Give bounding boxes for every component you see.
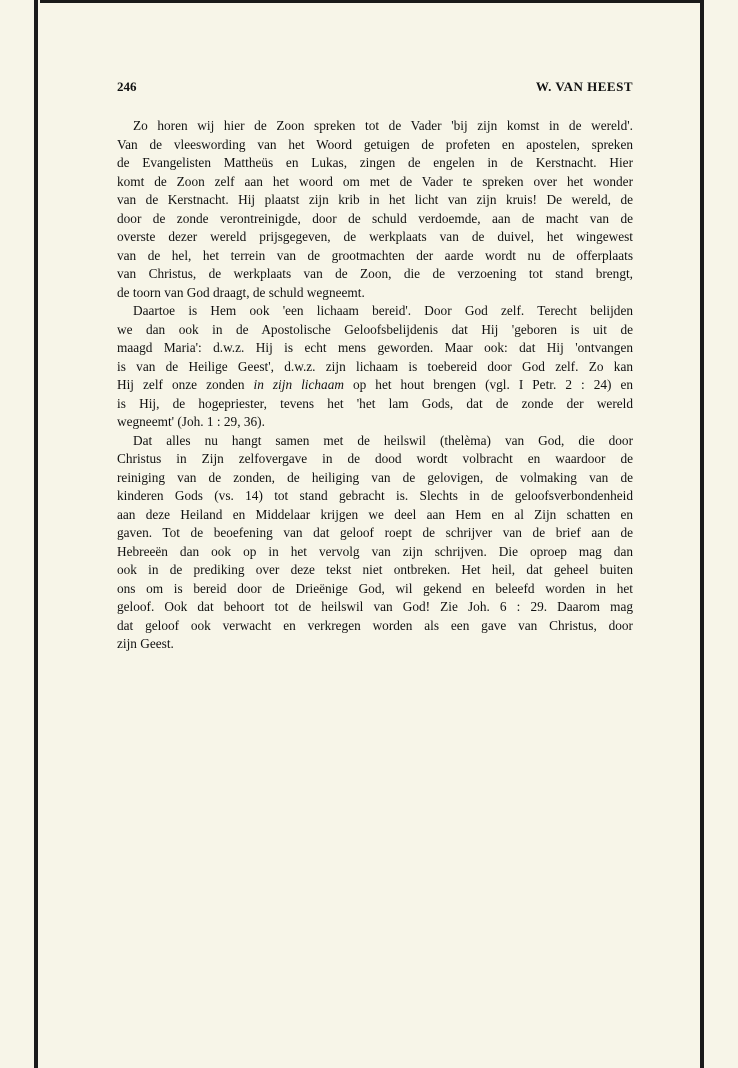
text-line: Hebreeën dan ook op in het vervolg van zijn schrijven. Die oproep mag dan (117, 543, 633, 559)
text-line: ons om is bereid door de Drieënige God, wil gekend en beleefd worden in het (117, 580, 633, 596)
text-line: is van de Heilige Geest', d.w.z. zijn lichaam is toebereid door God zelf. Zo kan (117, 358, 633, 374)
body-text (117, 117, 633, 654)
text-line: Van de vleeswording van het Woord getuigen de profeten en apostelen, spreken (117, 136, 633, 152)
text-line: dat geloof ook verwacht en verkregen worden als een gave van Christus, door (117, 617, 633, 633)
text-line: van Christus, de werkplaats van de Zoon, die de verzoening tot stand brengt, (117, 266, 633, 281)
text-line: van de hel, het terrein van de grootmachten der aarde wordt nu de offerplaats (117, 247, 633, 263)
text-line: Daartoe is Hem ook 'een lichaam bereid'. Door God zelf. Terecht belijden (133, 303, 633, 318)
italic-phrase: in zijn lichaam (253, 377, 344, 392)
text-line: van de Kerstnacht. Hij plaatst zijn krib in het licht van zijn kruis! De wereld, de (117, 192, 633, 207)
text-line: Dat alles nu hangt samen met de heilswil (thelèma) van God, die door (133, 432, 633, 448)
text-line-with-italic (117, 376, 633, 395)
text-line: wegneemt' (Joh. 1 : 29, 36). (117, 414, 265, 429)
text-line: geloof. Ook dat behoort tot de heilswil van God! Zie Joh. 6 : 29. Daarom mag (117, 599, 633, 614)
scan-border-left (34, 0, 38, 1068)
page-number: 246 (117, 79, 137, 94)
scan-border-top (40, 0, 704, 3)
text-line: reiniging van de zonden, de heiliging van de gelovigen, de volmaking van de (117, 469, 633, 485)
text-line: kinderen Gods (vs. 14) tot stand gebracht is. Slechts in de geloofsverbondenheid (117, 488, 633, 503)
running-header (117, 79, 633, 99)
text-line: overste dezer wereld prijsgegeven, de werkplaats van de duivel, het wingewest (117, 229, 633, 244)
text-line: aan deze Heiland en Middelaar krijgen we deel aan Hem en al Zijn schatten en (117, 506, 633, 522)
line-segment: op het hout brengen (vgl. I Petr. 2 : 24) en (343, 377, 633, 392)
text-line: Zo horen wij hier de Zoon spreken tot de Vader 'bij zijn komst in de wereld'. (133, 118, 633, 133)
running-head-author: W. VAN HEEST (535, 79, 633, 94)
text-line: maagd Maria': d.w.z. Hij is echt mens geworden. Maar ook: dat Hij 'ontvangen (117, 340, 633, 355)
text-line: door de zonde verontreinigde, door de schuld verdoemde, aan de macht van de (117, 210, 633, 226)
line-segment: Hij zelf onze zonden (117, 377, 254, 392)
text-line: is Hij, de hogepriester, tevens het 'het lam Gods, dat de zonde der wereld (117, 395, 633, 411)
text-line: de toorn van God draagt, de schuld wegneemt. (117, 284, 365, 300)
text-line: Christus in Zijn zelfovergave in de dood wordt volbracht en waardoor de (117, 451, 633, 466)
text-line: de Evangelisten Mattheüs en Lukas, zingen de engelen in de Kerstnacht. Hier (117, 155, 633, 170)
text-line: ook in de prediking over deze tekst niet ontbreken. Het heil, dat geheel buiten (117, 562, 633, 577)
text-line: komt de Zoon zelf aan het woord om met de Vader te spreken over het wonder (117, 173, 633, 189)
text-line: gaven. Tot de beoefening van dat geloof roept de schrijver van de brief aan de (117, 525, 633, 540)
text-line: we dan ook in de Apostolische Geloofsbelijdenis dat Hij 'geboren is uit de (117, 321, 633, 337)
scan-border-right (700, 0, 704, 1068)
text-line: zijn Geest. (117, 636, 174, 651)
